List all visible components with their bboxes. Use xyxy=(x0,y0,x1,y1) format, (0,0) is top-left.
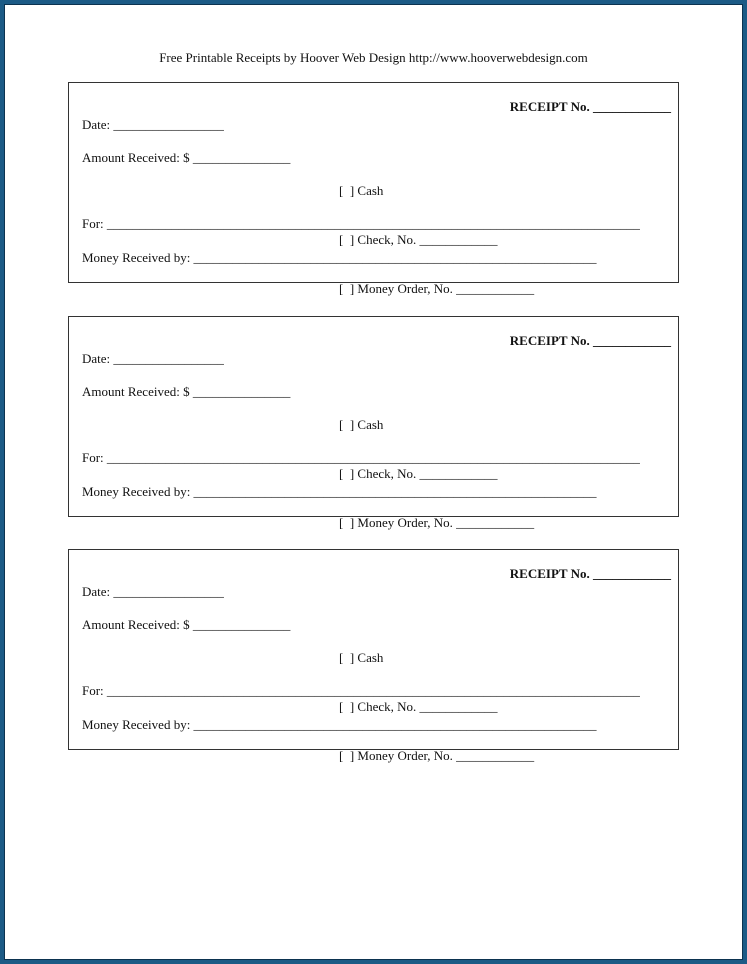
amount-received-field[interactable]: Amount Received: $ _______________ xyxy=(82,617,291,632)
receipt-form-2 xyxy=(68,316,679,530)
receipt-number-field[interactable]: RECEIPT No. ____________ xyxy=(509,333,671,348)
receipt-form-3 xyxy=(68,549,679,763)
cash-checkbox[interactable]: [ ] Cash xyxy=(339,417,384,432)
payment-method-options xyxy=(339,384,534,563)
payment-method-options xyxy=(339,150,534,329)
date-field[interactable]: Date: _________________ xyxy=(82,351,224,366)
money-order-checkbox[interactable]: [ ] Money Order, No. ____________ xyxy=(339,281,535,296)
amount-received-field[interactable]: Amount Received: $ _______________ xyxy=(82,150,291,165)
amount-received-field[interactable]: Amount Received: $ _______________ xyxy=(82,384,291,399)
check-checkbox[interactable]: [ ] Check, No. ____________ xyxy=(339,466,498,481)
page-header: Free Printable Receipts by Hoover Web Design http://www.hooverwebdesign.com xyxy=(159,50,588,65)
receipt-number-field[interactable]: RECEIPT No. ____________ xyxy=(509,99,671,114)
money-order-checkbox[interactable]: [ ] Money Order, No. ____________ xyxy=(339,515,535,530)
check-checkbox[interactable]: [ ] Check, No. ____________ xyxy=(339,232,498,247)
cash-checkbox[interactable]: [ ] Cash xyxy=(339,650,384,665)
for-field[interactable]: For: __________________________________________________________________________________ xyxy=(82,216,640,231)
for-field[interactable]: For: __________________________________________________________________________________ xyxy=(82,450,640,465)
receipt-number-field[interactable]: RECEIPT No. ____________ xyxy=(509,566,671,581)
money-received-by-field[interactable]: Money Received by: ______________________________________________________________ xyxy=(82,250,597,265)
date-field[interactable]: Date: _________________ xyxy=(82,117,224,132)
cash-checkbox[interactable]: [ ] Cash xyxy=(339,183,384,198)
money-order-checkbox[interactable]: [ ] Money Order, No. ____________ xyxy=(339,748,535,763)
payment-method-options xyxy=(339,617,534,796)
date-field[interactable]: Date: _________________ xyxy=(82,584,224,599)
money-received-by-field[interactable]: Money Received by: ______________________________________________________________ xyxy=(82,484,597,499)
for-field[interactable]: For: __________________________________________________________________________________ xyxy=(82,683,640,698)
receipt-form-1 xyxy=(68,82,679,296)
money-received-by-field[interactable]: Money Received by: ______________________________________________________________ xyxy=(82,717,597,732)
check-checkbox[interactable]: [ ] Check, No. ____________ xyxy=(339,699,498,714)
